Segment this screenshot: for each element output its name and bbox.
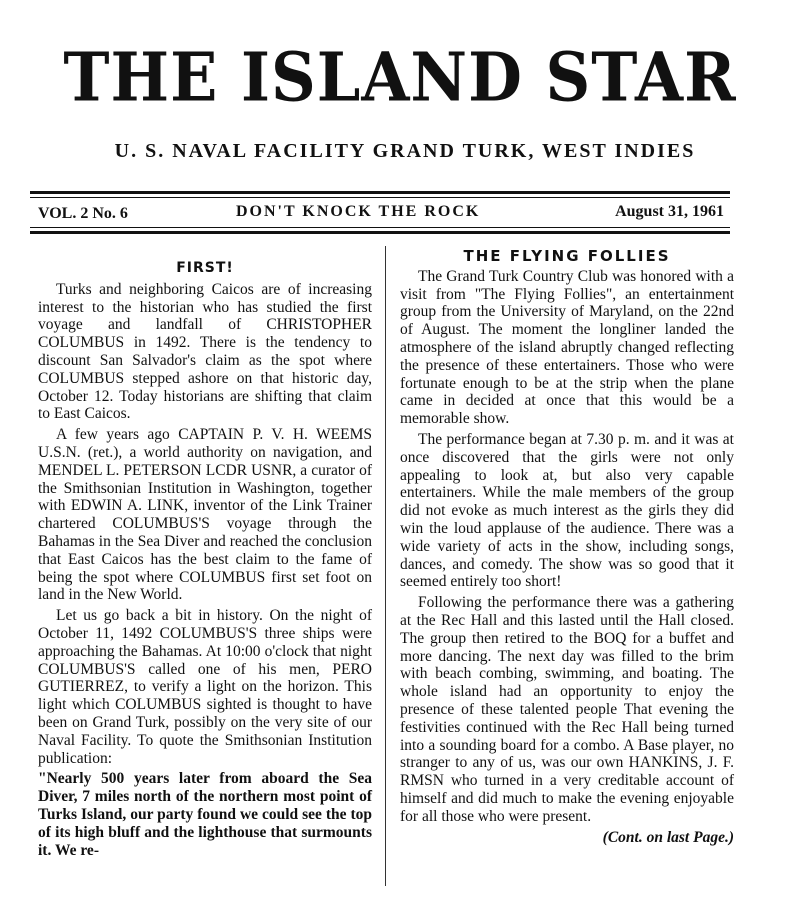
column-divider: [385, 246, 386, 886]
article-paragraph: Following the performance there was a gathering at the Rec Hall and this lasted until the Hall closed. The group then retired to the BOQ for a buffet and more dancing. The next day was filled to the brim with beach combing, swimming, and boating. The whole island had an opportunity to enjoy the presence of these talented people That evening the festivities continued with the Rec Hall being turned into a sounding board for a combo. A Base player, no stranger to any of us, was our own HANKINS, J. F. RMSN who turned in a very creditable account of himself and did much to make the evening enjoyable for all those who were present.: [400, 594, 734, 825]
article-headline-first: FIRST!: [176, 260, 234, 276]
article-paragraph: Let us go back a bit in history. On the night of October 11, 1492 COLUMBUS'S three ships were approaching the Bahamas. At 10:00 o'clock that night COLUMBUS'S called one of his men, PERO GUTIERREZ, to verify a light on the horizon. This light which COLUMBUS sighted is thought to have been on Grand Turk, possibly on the very site of our Naval Facility. To quote the Smithsonian Institution publication:: [38, 607, 372, 767]
issue-bar: [38, 199, 728, 225]
right-column: [400, 247, 734, 846]
masthead-title: THE ISLAND STAR: [63, 38, 737, 117]
top-rule-thick: [30, 191, 730, 194]
bottom-rule-thick: [30, 231, 730, 234]
article-paragraph: A few years ago CAPTAIN P. V. H. WEEMS U.S.N. (ret.), a world authority on navigation, and MENDEL L. PETERSON LCDR USNR, a curator of the Smithsonian Institution in Washington, together with EDWIN A. LINK, inventor of the Link Trainer chartered COLUMBUS'S voyage through the Bahamas in the Sea Diver and reached the conclusion that East Caicos has the best claim to the fame of being the spot where COLUMBUS first set foot on land in the New World.: [38, 426, 372, 604]
issue-date: August 31, 1961: [615, 203, 724, 220]
article-headline-follies: THE FLYING FOLLIES: [463, 247, 671, 265]
issue-motto: DON'T KNOCK THE ROCK: [236, 203, 481, 220]
article-quote: "Nearly 500 years later from aboard the Sea Diver, 7 miles north of the northern most point of Turks Island, our party found we could see the top of its high bluff and the lighthouse that surmounts it. We re-: [38, 770, 372, 859]
article-paragraph: Turks and neighboring Caicos are of increasing interest to the historian who has studied the first voyage and landfall of CHRISTOPHER COLUMBUS in 1492. There is the tendency to discount San Salvador's claim as the spot where COLUMBUS stepped ashore on that historic day, October 12. Today historians are shifting that claim to East Caicos.: [38, 280, 372, 423]
masthead-subtitle: U. S. NAVAL FACILITY GRAND TURK, WEST INDIES: [114, 140, 696, 162]
article-paragraph: The Grand Turk Country Club was honored with a visit from "The Flying Follies", an entertainment group from the University of Maryland, on the 22nd of August. The moment the longliner landed the atmosphere of the island abruptly changed reflecting the presence of these entertainers. Those who were fortunate enough to be at the strip when the plane came in decided at once that this would be a memorable show.: [400, 267, 734, 428]
continued-note: (Cont. on last Page.): [602, 828, 734, 846]
article-paragraph: The performance began at 7.30 p. m. and it was at once discovered that the girls were not only appealing to look at, but also very capable entertainers. While the male members of the group did not evoke as much interest as the girls they did win the loud applause of the audience. There was a wide variety of acts in the show, including songs, dances, and comedy. The show was so good that it seemed entirely too short!: [400, 430, 734, 591]
top-rule-thin: [30, 197, 730, 198]
issue-volume: VOL. 2 No. 6: [38, 205, 128, 222]
bottom-rule-thin: [30, 227, 730, 228]
left-column: [38, 252, 372, 862]
